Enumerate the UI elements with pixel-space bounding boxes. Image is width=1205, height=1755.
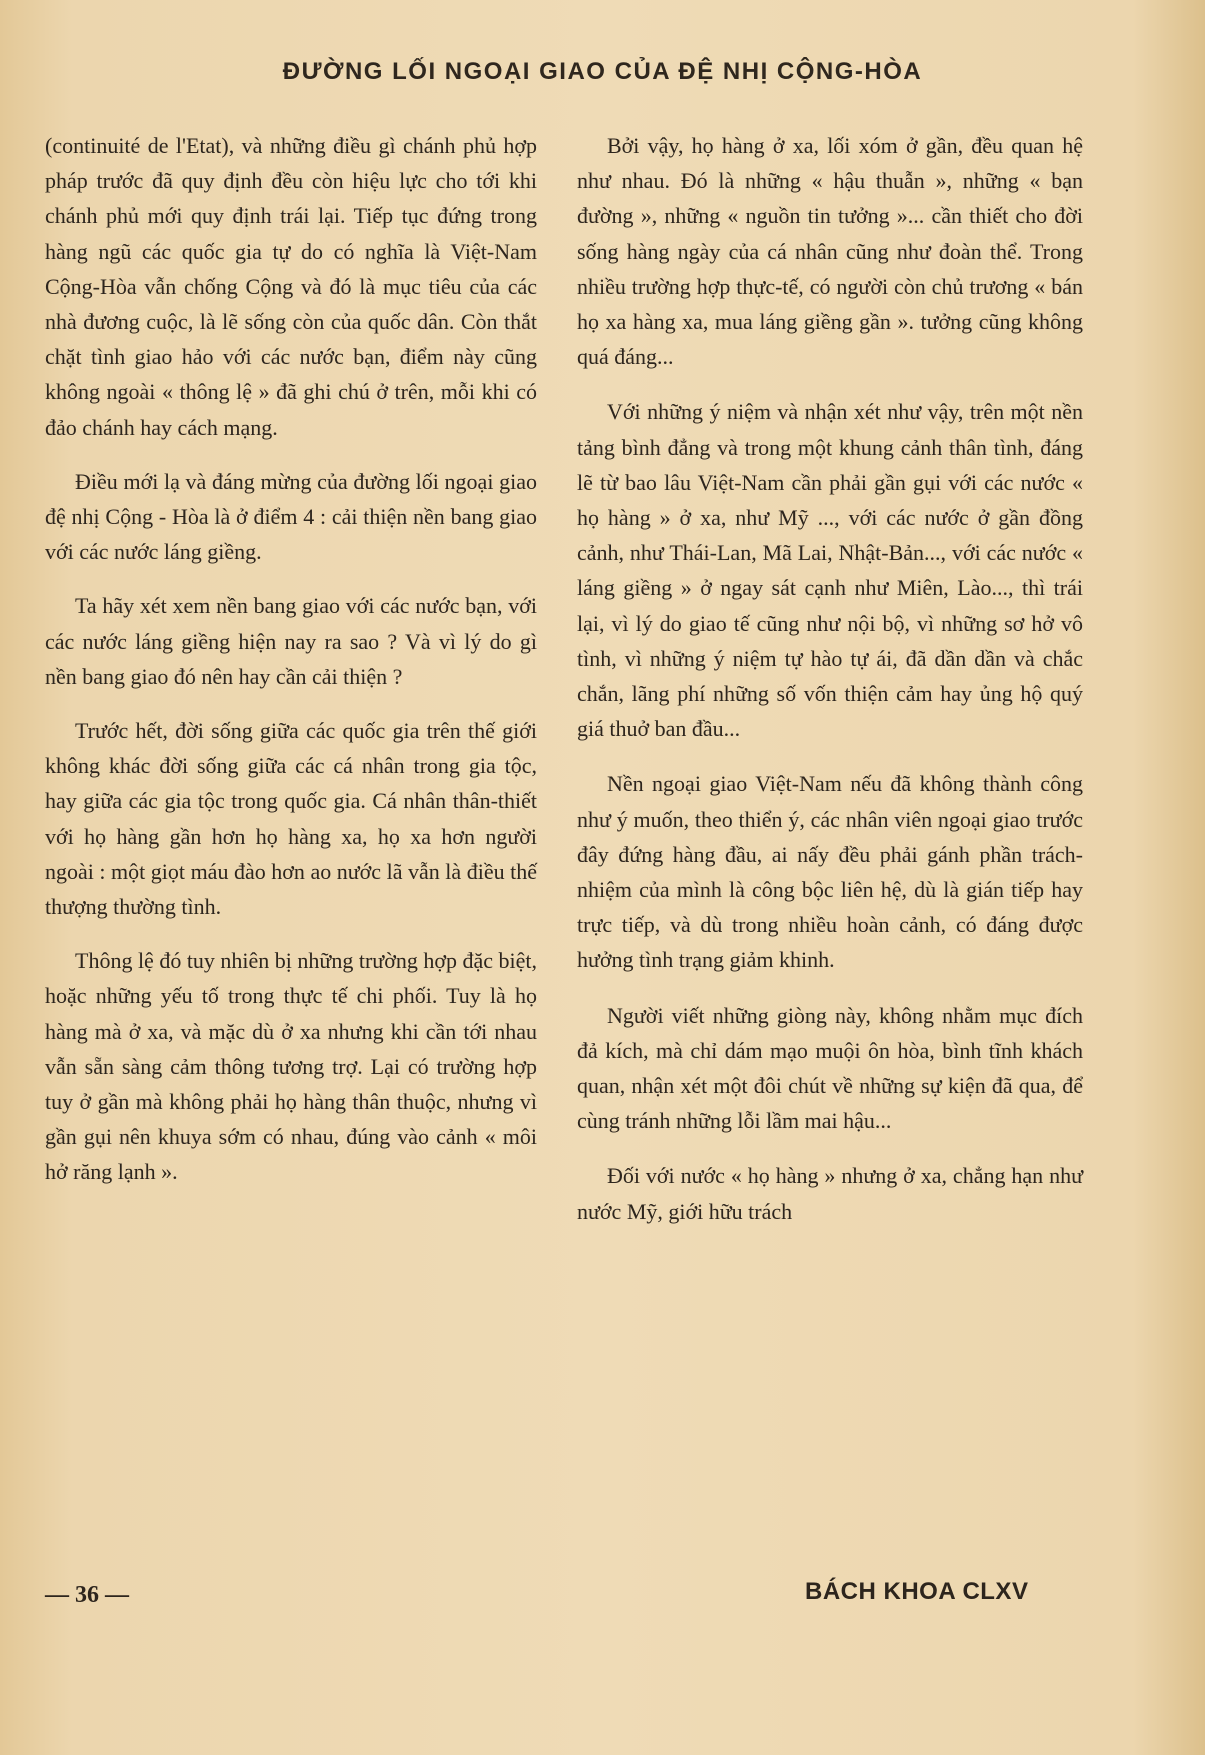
right-column	[577, 128, 1083, 1249]
paragraph: Thông lệ đó tuy nhiên bị những trường hợp đặc biệt, hoặc những yếu tố trong thực tế chi phối. Tuy là họ hàng mà ở xa, và mặc dù ở xa nhưng khi cần tới nhau vẫn sẵn sàng cảm thông tương trợ. Lại có trường hợp tuy ở gần mà không phải họ hàng thân thuộc, nhưng vì gần gụi nên khuya sớm có nhau, đúng vào cảnh « môi hở răng lạnh ».	[45, 948, 537, 1185]
page-number: — 36 —	[45, 1582, 129, 1608]
paragraph: Điều mới lạ và đáng mừng của đường lối ngoại giao đệ nhị Cộng - Hòa là ở điểm 4 : cải thiện nền bang giao với các nước láng giềng.	[45, 468, 537, 565]
paragraph: (continuité de l'Etat), và những điều gì chánh phủ hợp pháp trước đã quy định đều còn hiệu lực cho tới khi chánh phủ mới quy định trái lại. Tiếp tục đứng trong hàng ngũ các quốc gia tự do có nghĩa là Việt-Nam Cộng-Hòa vẫn chống Cộng và đó là mục tiêu của các nhà đương cuộc, là lẽ sống còn của quốc dân. Còn thắt chặt tình giao hảo với các nước bạn, điểm này cũng không ngoài « thông lệ » đã ghi chú ở trên, mỗi khi có đảo chánh hay cách mạng.	[45, 133, 537, 440]
paragraph: Với những ý niệm và nhận xét như vậy, trên một nền tảng bình đẳng và trong một khung cảnh thân tình, đáng lẽ từ bao lâu Việt-Nam cần phải gần gụi với các nước « họ hàng » ở xa, như Mỹ ..., với các nước ở gần đồng cảnh, như Thái-Lan, Mã Lai, Nhật-Bản..., với các nước « láng giềng » ở ngay sát cạnh như Miên, Lào..., thì trái lại, vì lý do giao tế cũng như nội bộ, vì những sơ hở vô tình, vì những ý niệm tự hào tự ái, đã dần dần và chắc chắn, lãng phí những số vốn thiện cảm hay ủng hộ quý giá thuở ban đầu...	[577, 399, 1083, 742]
paragraph: Trước hết, đời sống giữa các quốc gia trên thế giới không khác đời sống giữa các cá nhân trong gia tộc, hay giữa các gia tộc trong quốc gia. Cá nhân thân-thiết với họ hàng gần hơn họ hàng xa, họ xa hơn người ngoài : một giọt máu đào hơn ao nước lã vẫn là điều thế thượng thường tình.	[45, 718, 537, 920]
paragraph: Đối với nước « họ hàng » nhưng ở xa, chẳng hạn như nước Mỹ, giới hữu trách	[577, 1163, 1083, 1224]
paragraph: Nền ngoại giao Việt-Nam nếu đã không thành công như ý muốn, theo thiển ý, các nhân viên ngoại giao trước đây đứng hàng đầu, ai nấy đều phải gánh phần trách-nhiệm của mình là công bộc liên hệ, dù là gián tiếp hay trực tiếp, và dù trong nhiều hoàn cảnh, có đáng được hưởng tình trạng giảm khinh.	[577, 771, 1083, 973]
paragraph: Ta hãy xét xem nền bang giao với các nước bạn, với các nước láng giềng hiện nay ra sao ? Và vì lý do gì nền bang giao đó nên hay cần cải thiện ?	[45, 593, 537, 689]
paragraph: Người viết những giòng này, không nhằm mục đích đả kích, mà chỉ dám mạo muội ôn hòa, bình tĩnh khách quan, nhận xét một đôi chút về những sự kiện đã qua, để cùng tránh những lỗi lầm mai hậu...	[577, 1002, 1083, 1134]
page-header-title: ĐƯỜNG LỐI NGOẠI GIAO CỦA ĐỆ NHỊ CỘNG-HÒA	[282, 58, 923, 85]
paragraph: Bởi vậy, họ hàng ở xa, lối xóm ở gần, đều quan hệ như nhau. Đó là những « hậu thuẫn », những « bạn đường », những « nguồn tin tưởng »... cần thiết cho đời sống hàng ngày của cá nhân cũng như đoàn thể. Trong nhiều trường hợp thực-tế, có người còn chủ trương « bán họ xa hàng xa, mua láng giềng gần ». tưởng cũng không quá đáng...	[577, 133, 1083, 370]
left-column	[45, 128, 537, 1209]
magazine-issue: BÁCH KHOA CLXV	[805, 1578, 1029, 1605]
